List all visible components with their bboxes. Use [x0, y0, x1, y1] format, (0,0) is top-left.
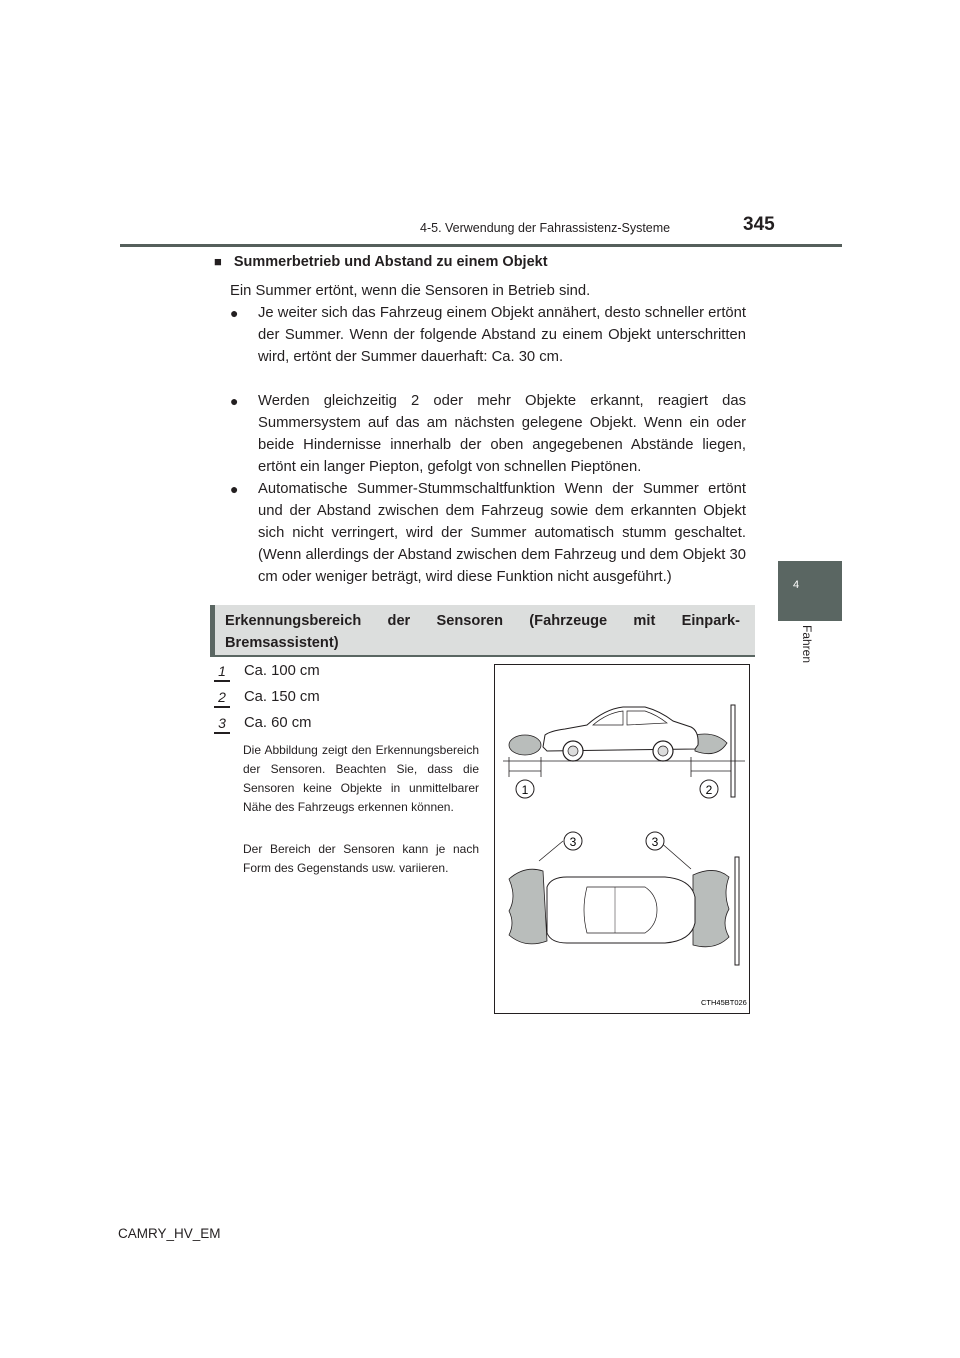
rear-sensor-zone: [509, 869, 547, 944]
bullet-dot-icon: ●: [230, 305, 239, 321]
car-roof: [584, 887, 657, 933]
figure-note: Der Bereich der Sensoren kann je nach Form des Gegenstands usw. variieren.: [243, 842, 479, 875]
legend-text: Ca. 150 cm: [244, 689, 320, 705]
legend-item: [214, 662, 320, 682]
legend-item: [214, 714, 312, 734]
buzzer-intro: Ein Summer ertönt, wenn die Sensoren in Betrieb sind.: [230, 283, 591, 299]
detection-subheading: [210, 605, 755, 657]
front-sensor-zone: [693, 870, 729, 946]
callout-label: 3: [651, 835, 659, 849]
car-top-view: [509, 832, 739, 965]
legend-item: [214, 688, 320, 708]
chapter-label: Fahren: [800, 625, 814, 664]
callout-label: 3: [569, 835, 577, 849]
bullet-dot-icon: ●: [230, 393, 239, 409]
chapter-label-area: [778, 621, 842, 707]
sensor-range-figure: [494, 664, 750, 1014]
callout-label: 1: [521, 783, 529, 797]
chapter-tab: [778, 561, 842, 621]
legend-text: Ca. 60 cm: [244, 715, 312, 731]
dim-line-side: [659, 841, 691, 869]
buzzer-heading: [214, 254, 548, 270]
square-bullet-icon: ■: [214, 254, 222, 269]
car-side-view: [503, 705, 745, 798]
header-divider: [120, 244, 842, 247]
page-number: 345: [743, 214, 775, 235]
callout-number: 3: [214, 714, 230, 734]
bullet-text: Automatische Summer-Stummschaltfunktion Wenn der Summer ertönt und der Abstand zwischen dem Fahrzeug sowie dem erkannten Objekt sich nicht verringert, wird der Summer automatisch stumm geschaltet. (Wenn allerdings der Abstand zwischen dem Fahrzeug und dem Objekt 30 cm oder weniger beträgt, wird diese Funktion nicht ausgeführt.): [258, 481, 746, 585]
rear-hub: [568, 746, 578, 756]
sensor-range-illustration: [495, 665, 748, 1012]
rear-sensor-area: [509, 735, 541, 755]
wall-right-top: [735, 857, 739, 965]
callout-number: 2: [214, 688, 230, 708]
header-section-title: 4-5. Verwendung der Fahrassistenz-Systeme: [420, 221, 671, 235]
document-code: CAMRY_HV_EM: [118, 1226, 221, 1241]
front-hub: [658, 746, 668, 756]
bullet-text: Je weiter sich das Fahrzeug einem Objekt annähert, desto schneller ertönt der Summer. Wenn der folgende Abstand zu einem Objekt unterschritten wird, ertönt der Summer dauerhaft: Ca. 30 cm.: [258, 305, 746, 365]
callout-number: 1: [214, 662, 230, 682]
wall-right: [731, 705, 735, 797]
dim-line-side: [539, 841, 563, 861]
buzzer-heading-text: Summerbetrieb und Abstand zu einem Objekt: [233, 254, 548, 270]
callout-label: 2: [705, 783, 713, 797]
front-sensor-area: [695, 734, 727, 754]
bullet-dot-icon: ●: [230, 481, 239, 497]
legend-text: Ca. 100 cm: [244, 663, 320, 679]
figure-note: Die Abbildung zeigt den Erkennungsbereich der Sensoren. Beachten Sie, dass die Sensoren keine Objekte in unmittelbarer Nähe des Fahrzeugs erkennen können.: [243, 743, 479, 814]
bullet-text: Werden gleichzeitig 2 oder mehr Objekte erkannt, reagiert das Summersystem auf das am nächsten gelegene Objekt. Wenn ein oder beide Hindernisse innerhalb der oben angegebenen Abstände liegen, ertönt ein langer Piepton, gefolgt von schnellen Pieptönen.: [258, 393, 746, 475]
chapter-number: 4: [793, 579, 800, 591]
figure-code: CTH45BT026: [701, 998, 747, 1007]
detection-subheading-text: Erkennungsbereich der Sensoren (Fahrzeuge mit Einpark-Bremsassistent): [225, 613, 740, 651]
